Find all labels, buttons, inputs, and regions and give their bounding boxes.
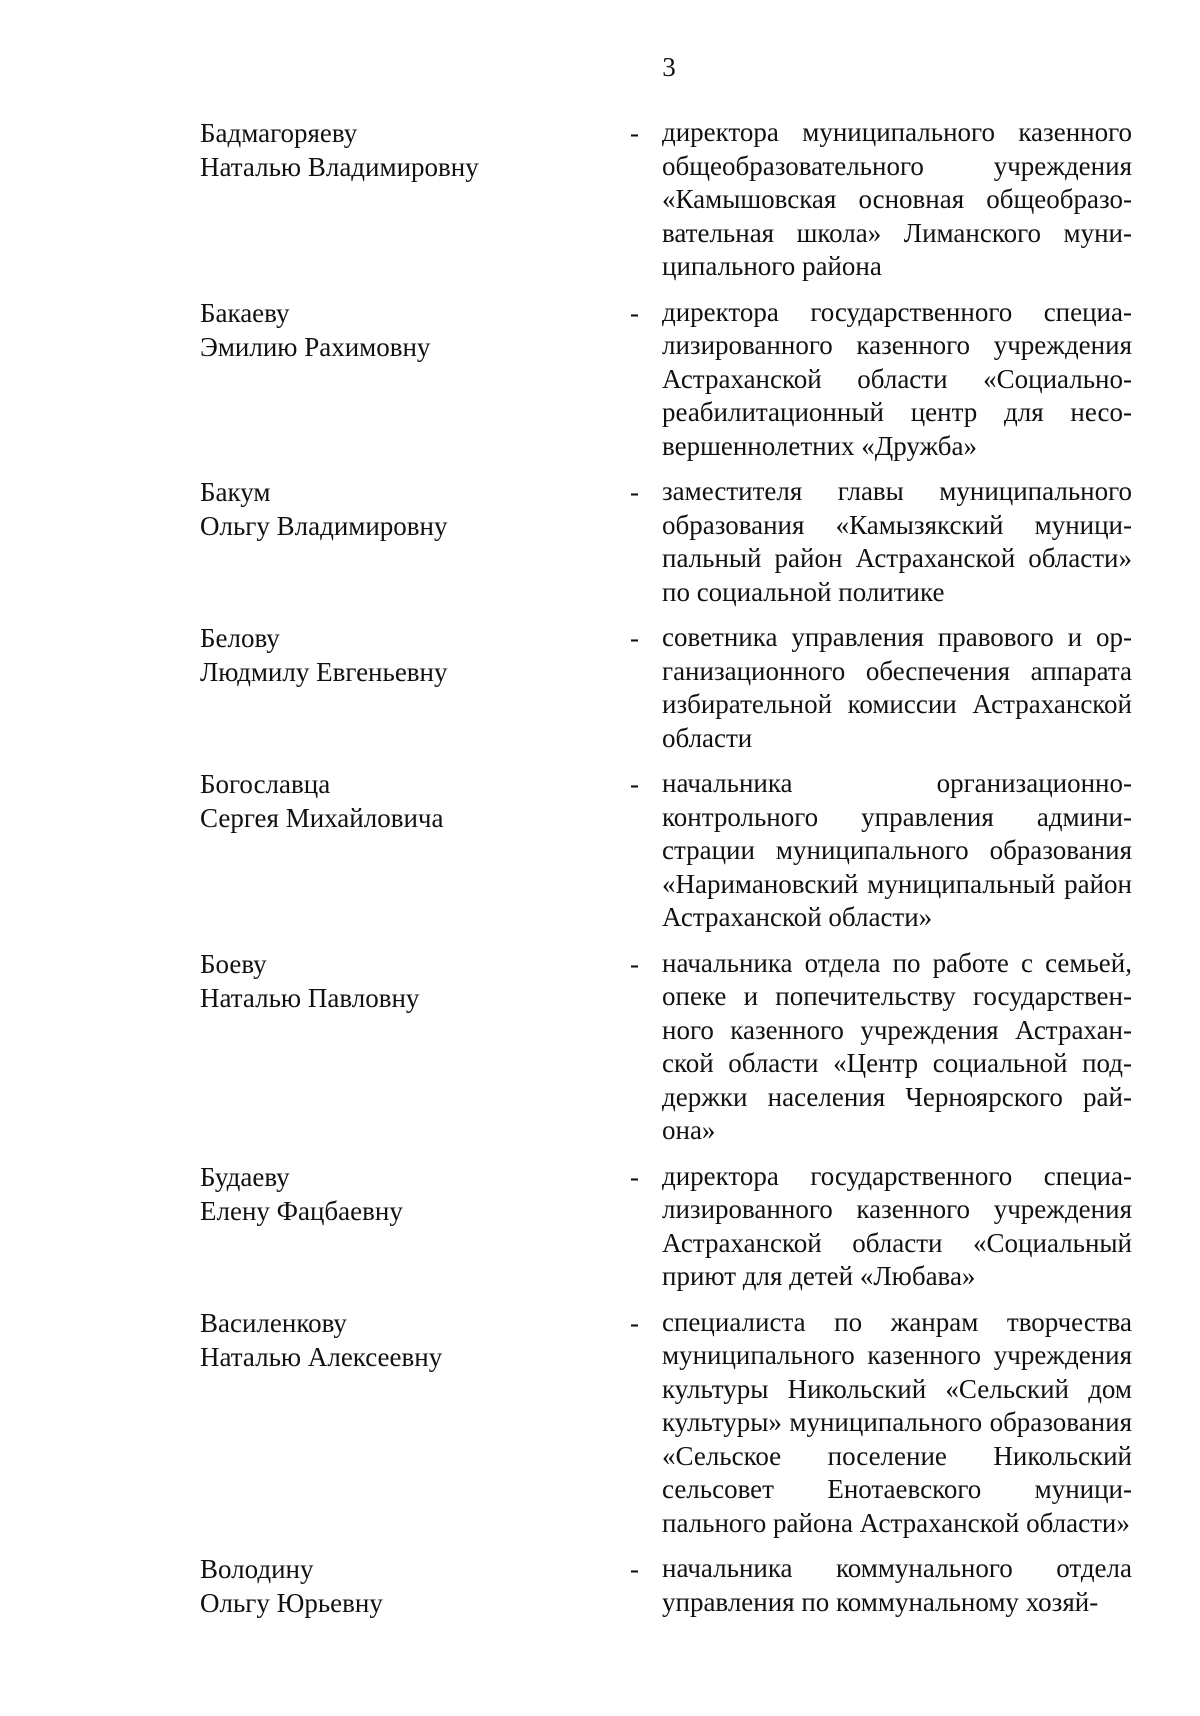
person-position: специалиста по жанрам творчества муниципального казенного учреждения культуры Никольский «Сельский дом культуры» муниципального образования «Сельское поселение Никольский сельсовет Енотаевского муниципального района Астраханской области» [662, 1306, 1132, 1538]
person-surname: Василенкову [200, 1307, 347, 1338]
dash-separator: - [630, 623, 639, 653]
person-position: советника управления правового и организационного обеспечения аппарата избирательной комиссии Астраханской области [662, 622, 1132, 753]
list-item [0, 1306, 1200, 1541]
dash-separator: - [630, 477, 639, 507]
person-position: начальника отдела по работе с семьей, опеке и попечительству государственного казенного учреждения Астраханской области «Центр социальной поддержки населения Черноярского района» [662, 947, 1132, 1145]
person-surname: Белову [200, 623, 280, 653]
person-given-names: Сергея Михайловича [200, 803, 444, 833]
list-item [0, 475, 1200, 609]
person-surname: Бакум [200, 477, 271, 507]
dash-separator: - [630, 118, 639, 148]
person-surname: Бакаеву [200, 297, 290, 328]
person-name [200, 1160, 640, 1228]
person-given-names: Ольгу Владимировну [200, 511, 448, 541]
dash-separator: - [630, 769, 639, 799]
person-given-names: Людмилу Евгеньевну [200, 657, 448, 687]
person-name [200, 767, 640, 835]
person-name [200, 947, 640, 1015]
person-given-names: Елену Фацбаевну [200, 1195, 403, 1226]
person-given-names: Наталью Павловну [200, 982, 420, 1013]
list-item [0, 1552, 1200, 1619]
person-position: заместителя главы муниципального образования «Камызякский муниципальный район Астраханской области» по социальной политике [662, 476, 1132, 607]
person-position: директора муниципального казенного общеобразовательного учреждения «Камышовская основная общеобразовательная школа» Лиманского муниципального района [662, 117, 1132, 281]
page-number: 3 [662, 52, 676, 82]
person-name [200, 475, 640, 543]
list-item [0, 1160, 1200, 1294]
person-name [200, 1552, 640, 1620]
person-position: начальника организационно-контрольного управления администрации муниципального образования «Наримановский муниципальный район Астраханской области» [662, 768, 1132, 932]
person-name [200, 296, 640, 364]
person-position: директора государственного специализированного казенного учреждения Астраханской области «Социально-реабилитационный центр для несовершеннолетних «Дружба» [662, 296, 1132, 461]
list-item [0, 116, 1200, 284]
dash-separator: - [630, 1554, 639, 1584]
person-given-names: Эмилию Рахимовну [200, 331, 431, 362]
list-item [0, 947, 1200, 1148]
person-given-names: Наталью Алексеевну [200, 1341, 443, 1372]
list-item [0, 621, 1200, 755]
dash-separator: - [630, 1307, 639, 1338]
person-name [200, 116, 640, 184]
dash-separator: - [630, 297, 639, 328]
appointee-list [0, 116, 1200, 1631]
person-surname: Будаеву [200, 1161, 290, 1192]
list-item [0, 767, 1200, 935]
person-surname: Богославца [200, 769, 331, 799]
list-item [0, 296, 1200, 464]
person-position: директора государственного специализированного казенного учреждения Астраханской области «Социальный приют для детей «Любава» [662, 1160, 1132, 1291]
dash-separator: - [630, 1161, 639, 1192]
person-given-names: Наталью Владимировну [200, 152, 479, 182]
person-surname: Бадмагоряеву [200, 118, 358, 148]
person-given-names: Ольгу Юрьевну [200, 1588, 383, 1618]
person-name [200, 1306, 640, 1374]
person-surname: Боеву [200, 948, 267, 979]
person-position: начальника коммунального отдела управления по коммунальному хозяй- [662, 1553, 1132, 1617]
person-name [200, 621, 640, 689]
dash-separator: - [630, 948, 639, 979]
person-surname: Володину [200, 1554, 314, 1584]
